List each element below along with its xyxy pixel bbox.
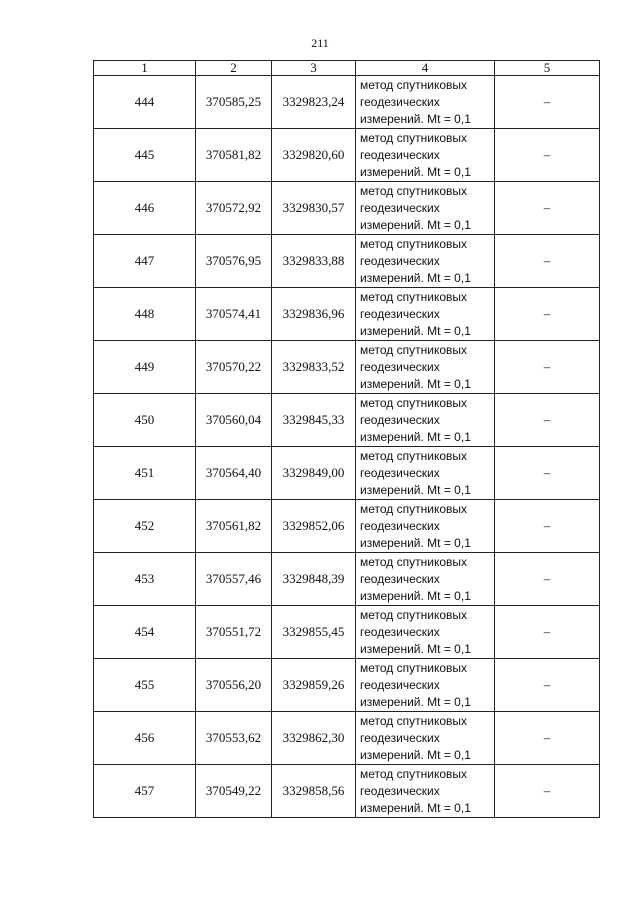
method-line: метод спутниковых [360, 183, 468, 198]
table-row [94, 659, 600, 712]
y-coordinate-cell: 3329820,60 [272, 129, 356, 182]
method-line: измерений. Mt = 0,1 [360, 800, 471, 815]
table-row [94, 606, 600, 659]
method-line: измерений. Mt = 0,1 [360, 535, 471, 550]
note-cell: – [495, 394, 600, 447]
method-cell [356, 659, 495, 712]
method-line: геодезических [360, 94, 440, 109]
note-cell: – [495, 129, 600, 182]
method-line: геодезических [360, 200, 440, 215]
point-number-cell: 444 [94, 76, 196, 129]
method-line: измерений. Mt = 0,1 [360, 376, 471, 391]
method-line: измерений. Mt = 0,1 [360, 694, 471, 709]
table-row [94, 182, 600, 235]
method-cell [356, 765, 495, 818]
method-line: измерений. Mt = 0,1 [360, 164, 471, 179]
point-number-cell: 452 [94, 500, 196, 553]
note-cell: – [495, 235, 600, 288]
x-coordinate-cell: 370549,22 [196, 765, 272, 818]
header-row [94, 61, 600, 76]
x-coordinate-cell: 370570,22 [196, 341, 272, 394]
x-coordinate-cell: 370553,62 [196, 712, 272, 765]
method-cell [356, 553, 495, 606]
note-cell: – [495, 765, 600, 818]
method-line: геодезических [360, 465, 440, 480]
point-number-cell: 450 [94, 394, 196, 447]
x-coordinate-cell: 370551,72 [196, 606, 272, 659]
note-cell: – [495, 288, 600, 341]
y-coordinate-cell: 3329836,96 [272, 288, 356, 341]
note-cell: – [495, 447, 600, 500]
table-row [94, 341, 600, 394]
method-line: измерений. Mt = 0,1 [360, 482, 471, 497]
x-coordinate-cell: 370574,41 [196, 288, 272, 341]
table-row [94, 765, 600, 818]
table-header [94, 61, 600, 76]
method-line: геодезических [360, 147, 440, 162]
note-cell: – [495, 659, 600, 712]
method-line: метод спутниковых [360, 130, 468, 145]
x-coordinate-cell: 370557,46 [196, 553, 272, 606]
method-line: метод спутниковых [360, 766, 468, 781]
method-cell [356, 341, 495, 394]
method-cell [356, 447, 495, 500]
point-number-cell: 449 [94, 341, 196, 394]
y-coordinate-cell: 3329833,88 [272, 235, 356, 288]
table-row [94, 712, 600, 765]
method-line: метод спутниковых [360, 77, 468, 92]
method-line: геодезических [360, 624, 440, 639]
note-cell: – [495, 76, 600, 129]
method-line: измерений. Mt = 0,1 [360, 111, 471, 126]
y-coordinate-cell: 3329858,56 [272, 765, 356, 818]
note-cell: – [495, 606, 600, 659]
method-line: метод спутниковых [360, 501, 468, 516]
method-cell [356, 606, 495, 659]
method-line: метод спутниковых [360, 395, 468, 410]
point-number-cell: 451 [94, 447, 196, 500]
x-coordinate-cell: 370576,95 [196, 235, 272, 288]
method-line: метод спутниковых [360, 236, 468, 251]
method-line: измерений. Mt = 0,1 [360, 323, 471, 338]
table-body [94, 76, 600, 818]
method-line: геодезических [360, 730, 440, 745]
method-line: геодезических [360, 677, 440, 692]
point-number-cell: 448 [94, 288, 196, 341]
method-line: геодезических [360, 518, 440, 533]
coordinates-table [93, 60, 600, 818]
y-coordinate-cell: 3329845,33 [272, 394, 356, 447]
method-cell [356, 129, 495, 182]
x-coordinate-cell: 370561,82 [196, 500, 272, 553]
point-number-cell: 445 [94, 129, 196, 182]
table-row [94, 129, 600, 182]
method-cell [356, 182, 495, 235]
x-coordinate-cell: 370581,82 [196, 129, 272, 182]
method-line: метод спутниковых [360, 554, 468, 569]
point-number-cell: 447 [94, 235, 196, 288]
method-line: измерений. Mt = 0,1 [360, 270, 471, 285]
method-line: измерений. Mt = 0,1 [360, 588, 471, 603]
note-cell: – [495, 341, 600, 394]
table-row [94, 500, 600, 553]
note-cell: – [495, 553, 600, 606]
header-col-2: 2 [196, 61, 272, 76]
header-col-1: 1 [94, 61, 196, 76]
y-coordinate-cell: 3329848,39 [272, 553, 356, 606]
y-coordinate-cell: 3329833,52 [272, 341, 356, 394]
header-col-5: 5 [495, 61, 600, 76]
method-line: геодезических [360, 783, 440, 798]
table-row [94, 394, 600, 447]
y-coordinate-cell: 3329862,30 [272, 712, 356, 765]
method-cell [356, 500, 495, 553]
method-line: метод спутниковых [360, 342, 468, 357]
point-number-cell: 456 [94, 712, 196, 765]
header-col-3: 3 [272, 61, 356, 76]
y-coordinate-cell: 3329830,57 [272, 182, 356, 235]
method-line: геодезических [360, 359, 440, 374]
method-cell [356, 288, 495, 341]
method-line: измерений. Mt = 0,1 [360, 641, 471, 656]
table-row [94, 447, 600, 500]
method-line: измерений. Mt = 0,1 [360, 429, 471, 444]
note-cell: – [495, 712, 600, 765]
method-cell [356, 394, 495, 447]
x-coordinate-cell: 370564,40 [196, 447, 272, 500]
x-coordinate-cell: 370585,25 [196, 76, 272, 129]
y-coordinate-cell: 3329859,26 [272, 659, 356, 712]
note-cell: – [495, 182, 600, 235]
y-coordinate-cell: 3329852,06 [272, 500, 356, 553]
method-cell [356, 76, 495, 129]
method-line: измерений. Mt = 0,1 [360, 217, 471, 232]
y-coordinate-cell: 3329849,00 [272, 447, 356, 500]
table-row [94, 235, 600, 288]
point-number-cell: 454 [94, 606, 196, 659]
point-number-cell: 455 [94, 659, 196, 712]
note-cell: – [495, 500, 600, 553]
page-number: 211 [311, 36, 329, 50]
point-number-cell: 457 [94, 765, 196, 818]
point-number-cell: 446 [94, 182, 196, 235]
method-line: метод спутниковых [360, 713, 468, 728]
table-row [94, 76, 600, 129]
method-line: метод спутниковых [360, 289, 468, 304]
x-coordinate-cell: 370560,04 [196, 394, 272, 447]
point-number-cell: 453 [94, 553, 196, 606]
method-line: метод спутниковых [360, 607, 468, 622]
method-line: метод спутниковых [360, 448, 468, 463]
method-line: геодезических [360, 571, 440, 586]
table-row [94, 553, 600, 606]
table-row [94, 288, 600, 341]
method-line: геодезических [360, 306, 440, 321]
y-coordinate-cell: 3329855,45 [272, 606, 356, 659]
method-line: геодезических [360, 253, 440, 268]
method-cell [356, 712, 495, 765]
y-coordinate-cell: 3329823,24 [272, 76, 356, 129]
method-line: геодезических [360, 412, 440, 427]
method-line: измерений. Mt = 0,1 [360, 747, 471, 762]
method-line: метод спутниковых [360, 660, 468, 675]
x-coordinate-cell: 370556,20 [196, 659, 272, 712]
x-coordinate-cell: 370572,92 [196, 182, 272, 235]
header-col-4: 4 [356, 61, 495, 76]
method-cell [356, 235, 495, 288]
